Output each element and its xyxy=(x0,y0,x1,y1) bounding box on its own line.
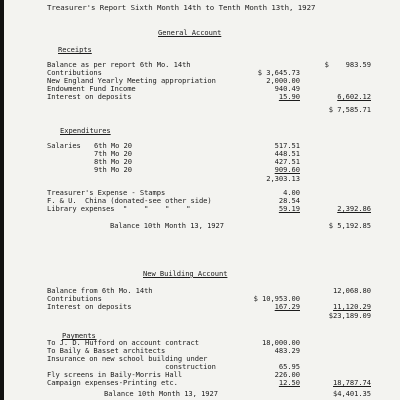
building-row-total: 11,120.29 xyxy=(333,302,371,311)
general-account-title: General Account xyxy=(158,28,222,37)
building-row-total: 12,068.80 xyxy=(333,286,371,295)
building-total: $23,189.09 xyxy=(328,311,371,320)
payment-label: To Baily & Basset architects xyxy=(47,346,166,355)
receipt-amount: 940.49 xyxy=(274,84,300,93)
salary-month: 8th Mo 20 xyxy=(94,157,132,166)
receipts-total: $ 7,585.71 xyxy=(328,105,371,114)
payment-total: 18,787.74 xyxy=(333,378,371,387)
expense-amount: 28.54 xyxy=(278,196,300,205)
payment-amount: 65.95 xyxy=(278,362,300,371)
building-row-amount: 167.29 xyxy=(274,302,300,311)
receipt-total: $ 983.59 xyxy=(324,60,371,69)
payment-label: Fly screens in Baily-Morris Hall xyxy=(47,370,183,379)
receipt-label: Interest on deposits xyxy=(47,92,132,101)
building-row-label: Interest on deposits xyxy=(47,302,132,311)
payment-label: construction xyxy=(47,362,216,371)
report-header: Treasurer's Report Sixth Month 14th to Tenth Month 13th, 1927 xyxy=(47,3,316,12)
salary-month: 9th Mo 20 xyxy=(94,165,132,174)
receipt-amount: 15.90 xyxy=(278,92,300,101)
expense-label: Library expenses " " " " xyxy=(47,204,191,213)
expense-amount: 59.19 xyxy=(278,204,300,213)
salary-amount: 517.51 xyxy=(274,141,300,150)
receipt-amount: 2,000.00 xyxy=(266,76,300,85)
building-account-title: New Building Account xyxy=(143,269,228,278)
expense-label: Treasurer's Expense - Stamps xyxy=(47,188,166,197)
expense-total: 2,392.86 xyxy=(337,204,371,213)
building-row-label: Contributions xyxy=(47,294,102,303)
receipt-label: Endowment Fund Income xyxy=(47,84,136,93)
payment-amount: 12.50 xyxy=(278,378,300,387)
expenditures-heading: Expenditures xyxy=(60,126,111,135)
expense-label: F. & U. China (donated-see other side) xyxy=(47,196,212,205)
receipt-label: Balance as per report 6th Mo. 14th xyxy=(47,60,191,69)
receipt-total: 6,602.12 xyxy=(337,92,371,101)
building-balance-label: Balance 10th Month 13, 1927 xyxy=(104,389,218,398)
payment-amount: 483.29 xyxy=(274,346,300,355)
salaries-total: 2,303.13 xyxy=(266,174,300,183)
salary-month: 6th Mo 20 xyxy=(94,141,132,150)
salaries-label: Salaries xyxy=(47,141,81,150)
salary-amount: 427.51 xyxy=(274,157,300,166)
receipt-label: Contributions xyxy=(47,68,102,77)
payment-amount: 18,000.00 xyxy=(262,338,300,347)
payment-label: Campaign expenses-Printing etc. xyxy=(47,378,178,387)
receipt-amount: $ 3,645.73 xyxy=(257,68,300,77)
building-balance-value: $4,401.35 xyxy=(333,389,371,398)
receipts-heading: Receipts xyxy=(58,45,92,54)
expense-amount: 4.00 xyxy=(283,188,300,197)
payments-heading: Payments xyxy=(62,331,96,340)
building-row-label: Balance from 6th Mo. 14th xyxy=(47,286,153,295)
salary-amount: 909.60 xyxy=(274,165,300,174)
general-balance-value: $ 5,192.85 xyxy=(328,221,371,230)
salary-month: 7th Mo 20 xyxy=(94,149,132,158)
payment-label: To J. D. Hufford on account contract xyxy=(47,338,199,347)
salary-amount: 448.51 xyxy=(274,149,300,158)
building-row-amount: $ 10,953.00 xyxy=(253,294,300,303)
page-edge-shadow xyxy=(0,0,4,400)
receipt-label: New England Yearly Meeting appropriation xyxy=(47,76,216,85)
general-balance-label: Balance 10th Month 13, 1927 xyxy=(110,221,224,230)
payment-label: Insurance on new school building under xyxy=(47,354,208,363)
payment-amount: 226.00 xyxy=(274,370,300,379)
